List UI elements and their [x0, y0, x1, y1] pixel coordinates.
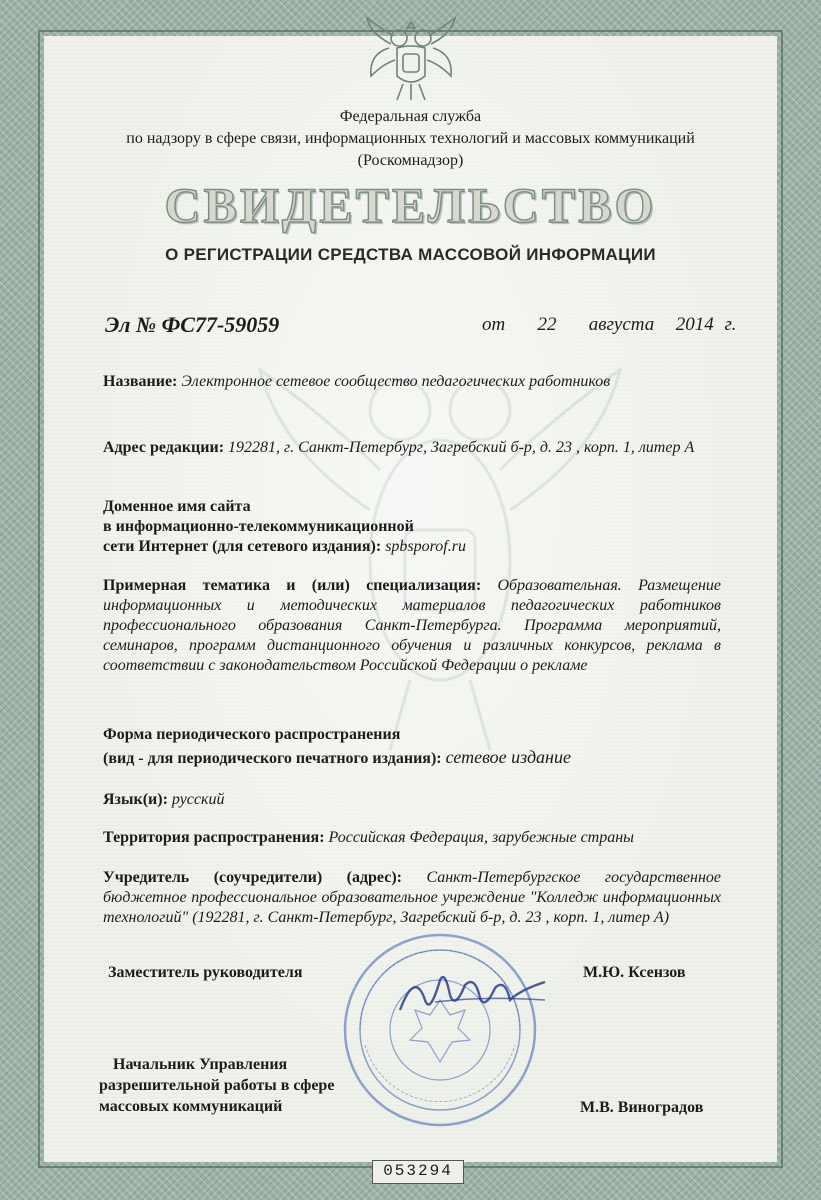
field-name-label: Название:: [103, 373, 178, 390]
field-territory: [103, 828, 721, 848]
registration-date: от 22 августа 2014 г.: [482, 314, 737, 335]
head-title-line-3: массовых коммуникаций: [99, 1098, 283, 1115]
handwritten-signature-icon: [395, 960, 555, 1020]
field-form-value: сетевое издание: [445, 747, 571, 767]
document-subtitle: О РЕГИСТРАЦИИ СРЕДСТВА МАССОВОЙ ИНФОРМАЦИИ: [165, 245, 656, 264]
field-topic: [103, 576, 721, 676]
registration-number: Эл № ФС77-59059: [105, 312, 280, 337]
field-topic-label: Примерная тематика и (или) специализация:: [103, 577, 482, 594]
agency-name-line-3: (Роскомнадзор): [357, 152, 464, 169]
field-address-label: Адрес редакции:: [103, 439, 225, 456]
field-founder-label: Учредитель (соучредители) (адрес):: [103, 869, 402, 886]
agency-name-line-1: Федеральная служба: [339, 108, 482, 125]
field-founder-value: Санкт-Петербургское государственное бюджетное профессиональное образовательное учреждение "Колледж информационных технологий" (192281, г. Санкт-Петербург, Загребский б-р, д. 23 , корп. 1, литер А): [103, 869, 721, 926]
field-domain-value: spbsporof.ru: [385, 538, 466, 555]
field-domain-label-2: в информационно-телекоммуникационной: [103, 518, 414, 535]
field-language: [103, 790, 721, 810]
field-form-label-2: (вид - для периодического печатного издания):: [103, 750, 442, 767]
field-name-value: Электронное сетевое сообщество педагогических работников: [181, 373, 611, 390]
deputy-name: М.Ю. Ксензов: [583, 964, 686, 981]
field-form: [103, 724, 721, 770]
field-address-value: 192281, г. Санкт-Петербург, Загребский б-р, д. 23 , корп. 1, литер А: [228, 439, 695, 456]
field-territory-value: Российская Федерация, зарубежные страны: [328, 829, 635, 846]
field-name: [103, 372, 721, 392]
agency-name-line-2: по надзору в сфере связи, информационных технологий и массовых коммуникаций: [126, 130, 695, 147]
head-title-line-2: разрешительной работы в сфере: [99, 1077, 335, 1094]
deputy-title: Заместитель руководителя: [108, 964, 303, 981]
field-domain-label-3: сети Интернет (для сетевого издания):: [103, 538, 382, 555]
coat-of-arms-icon: [363, 14, 459, 104]
field-address: [103, 438, 721, 458]
field-topic-value: Образовательная. Размещение информационных и методических материалов педагогических работников профессионального образования Санкт-Петербурга. Программа мероприятий, семинаров, программ дистанционного обучения и различных конкурсов, реклама в соответствии с законодательством Российской Федерации о рекламе: [103, 577, 722, 674]
field-language-value: русский: [171, 791, 225, 808]
field-founder: [103, 868, 721, 928]
field-domain-label-1: Доменное имя сайта: [103, 498, 251, 515]
field-language-label: Язык(и):: [103, 791, 168, 808]
serial-number: 053294: [372, 1160, 464, 1184]
head-name: М.В. Виноградов: [580, 1099, 704, 1116]
head-title-line-1: Начальник Управления: [113, 1056, 288, 1073]
field-territory-label: Территория распространения:: [103, 829, 325, 846]
field-domain: [103, 497, 721, 557]
document-title: СВИДЕТЕЛЬСТВО: [164, 177, 657, 233]
field-form-label-1: Форма периодического распространения: [103, 726, 401, 743]
